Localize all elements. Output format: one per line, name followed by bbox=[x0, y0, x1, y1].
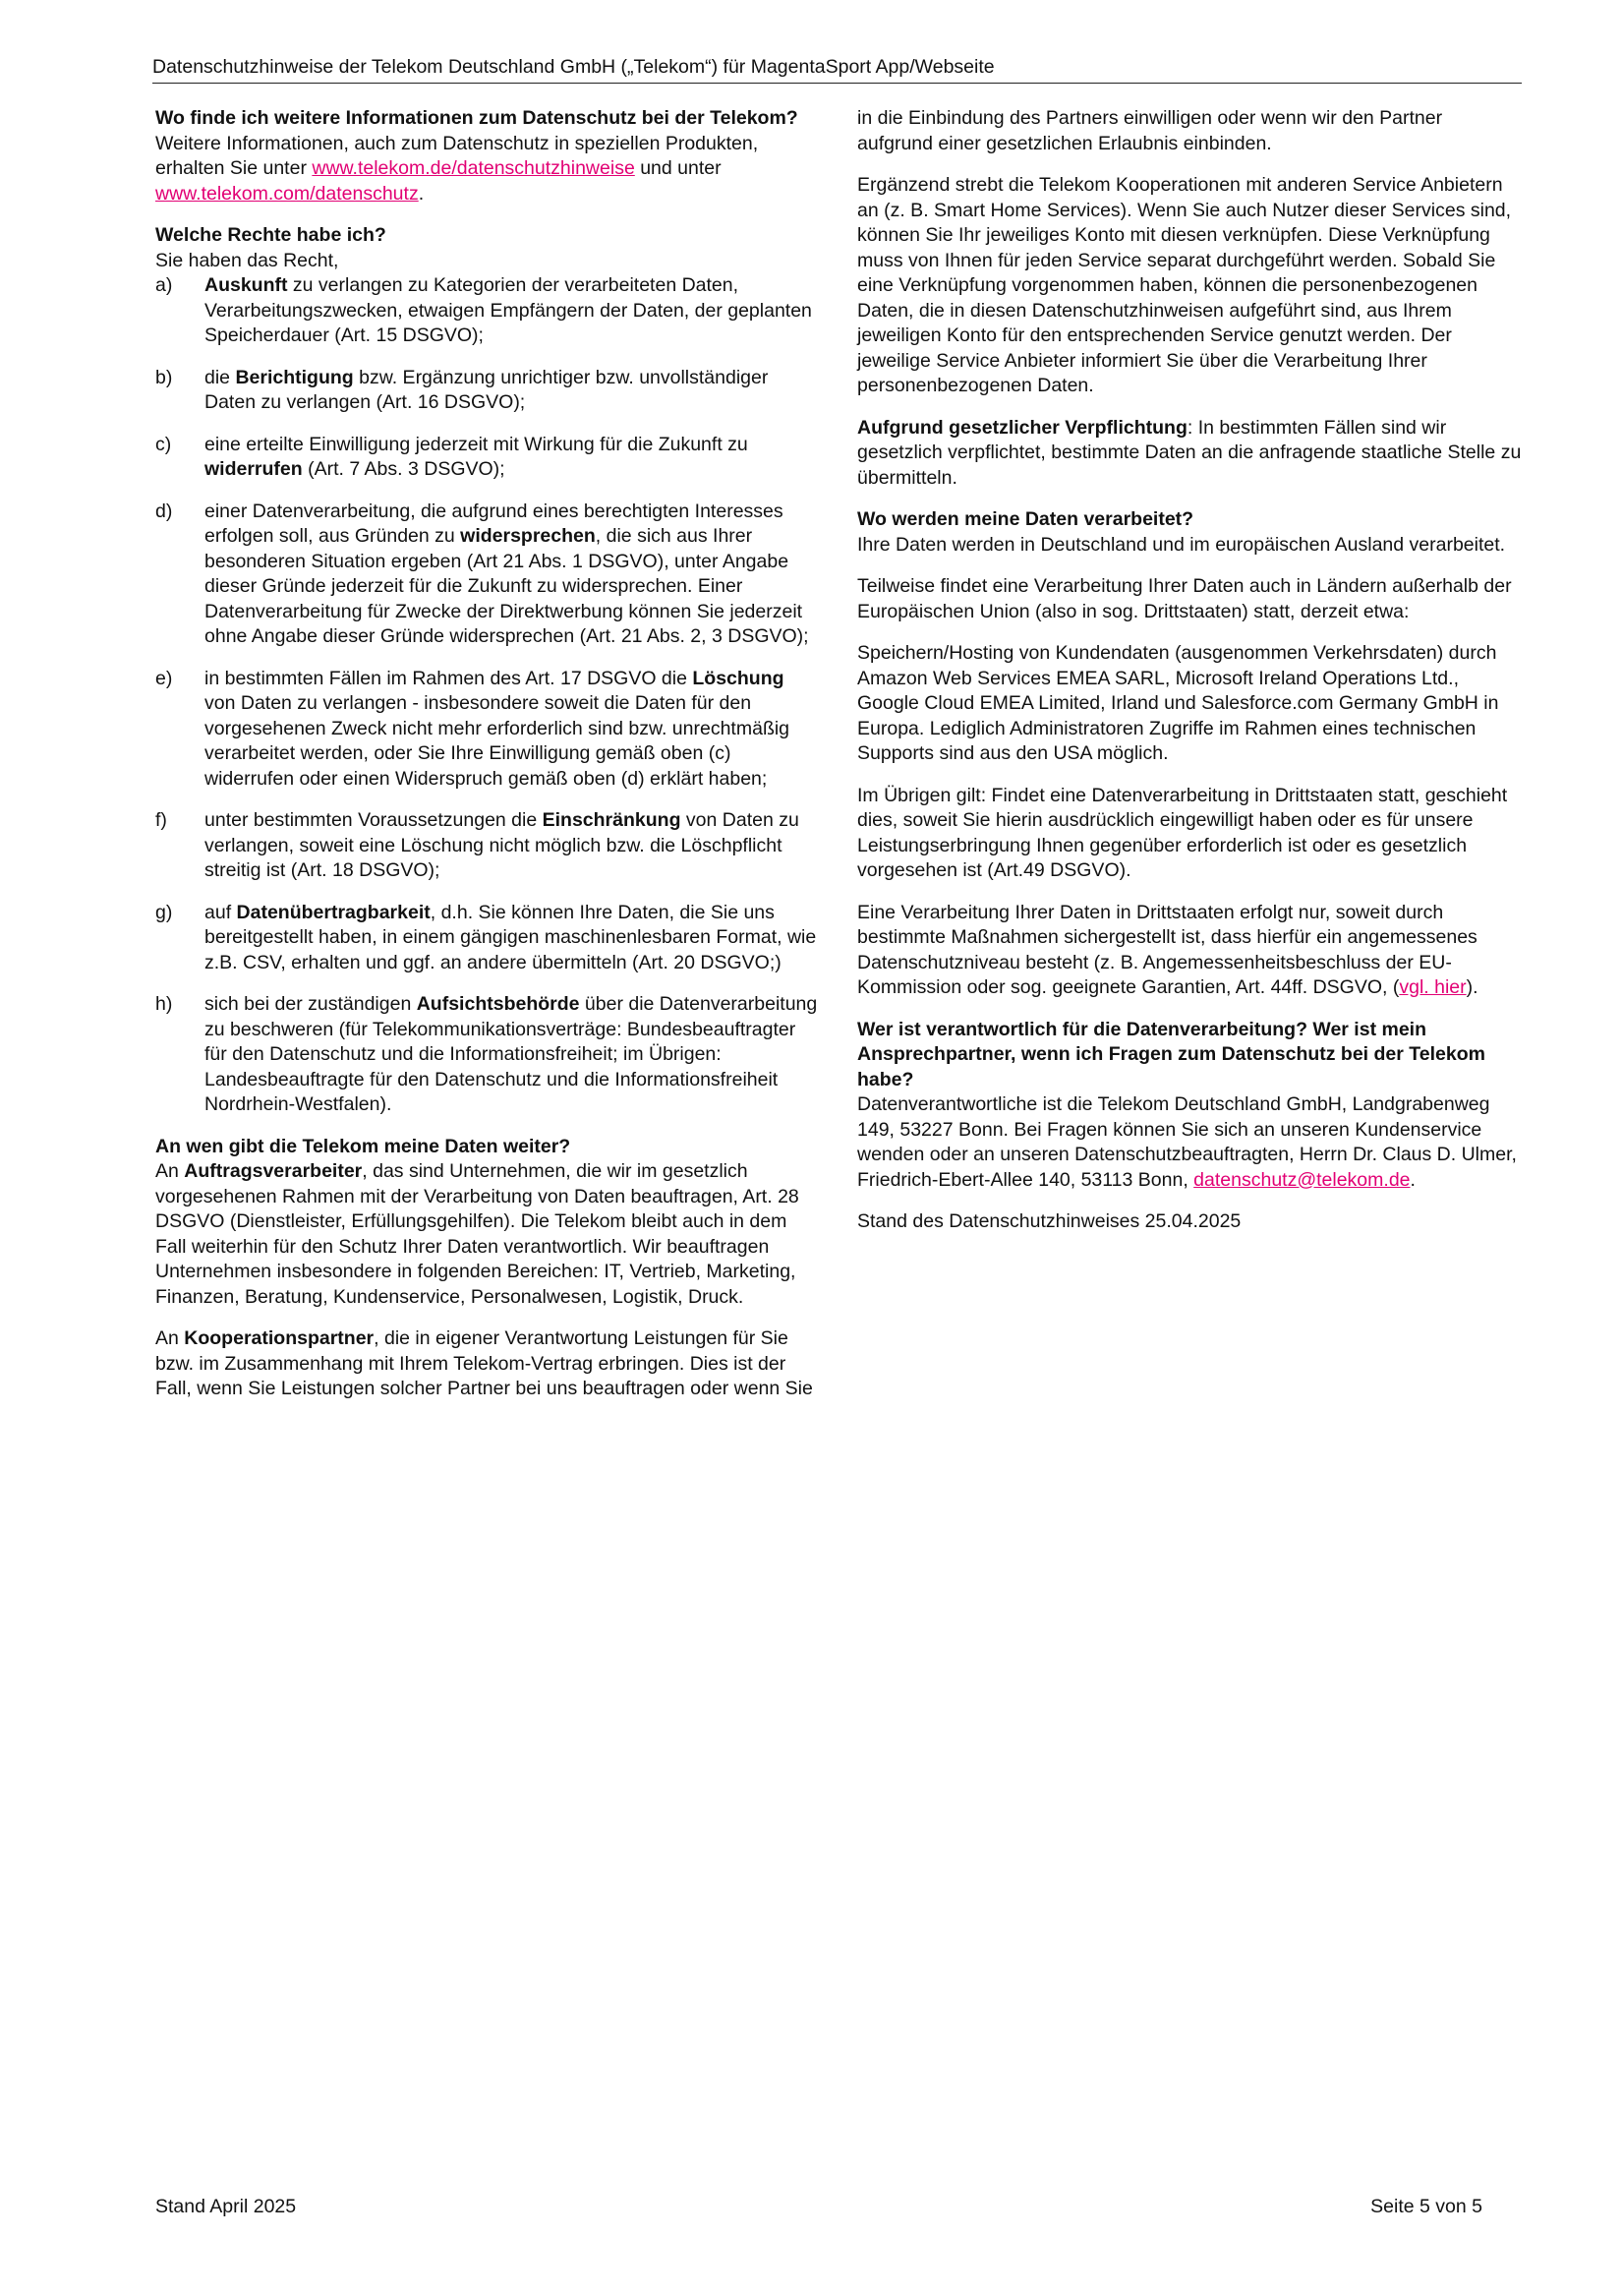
list-marker: a) bbox=[155, 274, 173, 296]
text-part: . bbox=[1410, 1168, 1416, 1191]
list-item-text bbox=[204, 901, 820, 976]
cooperation-paragraph: Ergänzend strebt die Telekom Kooperationen mit anderen Service Anbietern an (z. B. Smart Home Services). Wenn Sie auch Nutzer dieser Services sind, können Sie Ihr jeweiliges Konto mit diesen verknüpfen. Diese Verknüpfung muss von Ihnen für jeden Service separat durchgeführt werden. Sobald Sie eine Verknüpfung vorgenommen haben, können die personenbezogenen Daten, die in diesen Datenschutzhinweisen aufgeführt sind, aus Ihrem jeweiligen Konto für den entsprechenden Service genutzt werden. Der jeweilige Service Anbieter informiert Sie über die Verarbeitung Ihrer personenbezogenen Daten. bbox=[857, 174, 1512, 396]
link-datenschutzhinweise[interactable]: www.telekom.de/datenschutzhinweise bbox=[312, 157, 635, 179]
list-marker: e) bbox=[155, 667, 173, 689]
rights-list bbox=[155, 273, 820, 1118]
text-part: die bbox=[204, 366, 236, 388]
link-email-datenschutz[interactable]: datenschutz@telekom.de bbox=[1193, 1168, 1411, 1191]
legal-obligation-paragraph bbox=[857, 416, 1522, 492]
text-part: in bestimmten Fällen im Rahmen des Art. 17 DSGVO die bbox=[204, 667, 693, 689]
text-part: zu verlangen zu Kategorien der verarbeiteten Daten, Verarbeitungszwecken, etwaigen Empfängern der Daten, der geplanten Speicherdauer (Art. 15 DSGVO); bbox=[204, 274, 812, 346]
text-part: von Daten zu verlangen, soweit eine Löschung nicht möglich bzw. die Löschpflicht streitig ist (Art. 18 DSGVO); bbox=[204, 809, 799, 881]
right-term: Datenübertragbarkeit bbox=[236, 901, 431, 923]
list-marker: b) bbox=[155, 366, 173, 388]
legal-obligation-term: Aufgrund gesetzlicher Verpflichtung bbox=[857, 416, 1188, 439]
processors-paragraph bbox=[155, 1159, 820, 1310]
partners-term: Kooperationspartner bbox=[184, 1327, 375, 1349]
text-part: einer Datenverarbeitung, die aufgrund eines berechtigten Interesses erfolgen soll, aus Gründen zu bbox=[204, 500, 783, 547]
list-item-text bbox=[204, 808, 820, 884]
right-term: Berichtigung bbox=[235, 366, 354, 388]
rights-list-item bbox=[155, 433, 820, 483]
right-term: widerrufen bbox=[204, 458, 303, 480]
text-part: Datenverantwortliche ist die Telekom Deutschland GmbH, Landgrabenweg 149, 53227 Bonn. Bei Fragen können Sie sich an unseren Kundenservice wenden oder an unseren Datenschutzbeauftragten, Herrn Dr. Claus D. Ulmer, Friedrich-Ebert-Allee 140, 53113 Bonn, bbox=[857, 1093, 1517, 1191]
list-marker: c) bbox=[155, 433, 172, 455]
list-item-text bbox=[204, 992, 820, 1118]
list-marker: g) bbox=[155, 901, 173, 923]
rights-intro: Sie haben das Recht, bbox=[155, 249, 339, 271]
text-part: unter bestimmten Voraussetzungen die bbox=[204, 809, 543, 831]
text-part: auf bbox=[204, 901, 237, 923]
list-marker: h) bbox=[155, 993, 173, 1015]
info-section bbox=[155, 106, 820, 206]
responsible-heading: Wer ist verantwortlich für die Datenverarbeitung? Wer ist mein Ansprechpartner, wenn ich Fragen zum Datenschutz bei der Telekom habe? bbox=[857, 1018, 1485, 1090]
rights-list-item bbox=[155, 992, 820, 1118]
sharing-heading: An wen gibt die Telekom meine Daten weiter? bbox=[155, 1135, 571, 1157]
where-paragraph-5 bbox=[857, 901, 1522, 1001]
page-number: Seite 5 von 5 bbox=[1370, 2196, 1482, 2217]
list-marker: f) bbox=[155, 809, 167, 831]
where-heading: Wo werden meine Daten verarbeitet? bbox=[857, 508, 1194, 530]
link-telekom-datenschutz[interactable]: www.telekom.com/datenschutz bbox=[155, 182, 419, 205]
where-paragraph-4: Im Übrigen gilt: Findet eine Datenverarbeitung in Drittstaaten statt, geschieht dies, soweit Sie hierin ausdrücklich eingewilligt haben oder es für unsere Leistungserbringung Ihnen gegenüber erforderlich ist oder es gesetzlich vorgesehen ist (Art.49 DSGVO). bbox=[857, 784, 1508, 881]
list-item-text bbox=[204, 366, 820, 416]
text-part: ). bbox=[1466, 976, 1478, 998]
text-part: : In bestimmten Fällen sind wir gesetzlich verpflichtet, bestimmte Daten an die anfragende staatliche Stelle zu übermitteln. bbox=[857, 416, 1522, 489]
text-part: , das sind Unternehmen, die wir im gesetzlich vorgesehenen Rahmen mit der Verarbeitung von Daten beauftragen, Art. 28 DSGVO (Dienstleister, Erfüllungsgehilfen). Die Telekom bleibt auch in dem Fall weiterhin für den Schutz Ihrer Daten verantwortlich. Wir beauftragen Unternehmen insbesondere in folgenden Bereichen: IT, Vertrieb, Marketing, Finanzen, Beratung, Kundenservice, Personalwesen, Logistik, Druck. bbox=[155, 1160, 799, 1308]
page-header bbox=[152, 55, 1522, 84]
right-term: Aufsichtsbehörde bbox=[416, 993, 580, 1015]
processors-term: Auftragsverarbeiter bbox=[184, 1160, 363, 1182]
text-part: , die in eigener Verantwortung Leistungen für Sie bzw. im Zusammenhang mit Ihrem Telekom-Vertrag erbringen. Dies ist der Fall, wenn Sie Leistungen solcher Partner bei uns beauftragen oder wenn Sie bbox=[155, 1327, 813, 1399]
info-heading: Wo finde ich weitere Informationen zum Datenschutz bei der Telekom? bbox=[155, 107, 798, 129]
text-part: An bbox=[155, 1160, 185, 1182]
text-part: , die sich aus Ihrer besonderen Situation ergeben (Art 21 Abs. 1 DSGVO), unter Angabe dieser Gründe jederzeit für die Zukunft zu widersprechen. Einer Datenverarbeitung für Zwecke der Direktwerbung können Sie jederzeit ohne Angabe dieser Gründe widersprechen (Art. 21 Abs. 2, 3 DSGVO); bbox=[204, 525, 809, 647]
responsible-section bbox=[857, 1018, 1522, 1194]
list-item-text bbox=[204, 433, 820, 483]
rights-list-item bbox=[155, 366, 820, 416]
info-text-part: und unter bbox=[634, 157, 722, 179]
rights-list-item bbox=[155, 808, 820, 884]
text-part: sich bei der zuständigen bbox=[204, 993, 417, 1015]
right-term: Löschung bbox=[692, 667, 784, 689]
rights-list-item bbox=[155, 901, 820, 976]
right-term: Auskunft bbox=[204, 274, 288, 296]
rights-list-item bbox=[155, 273, 820, 349]
right-term: Einschränkung bbox=[542, 809, 681, 831]
document-title: Datenschutzhinweise der Telekom Deutschland GmbH („Telekom“) für MagentaSport App/Webseite bbox=[152, 56, 995, 78]
text-part: bzw. Ergänzung unrichtiger bzw. unvollständiger Daten zu verlangen (Art. 16 DSGVO); bbox=[204, 366, 769, 413]
list-item-text bbox=[204, 500, 820, 650]
rights-list-item bbox=[155, 500, 820, 650]
rights-list-item bbox=[155, 667, 820, 793]
where-paragraph-2: Teilweise findet eine Verarbeitung Ihrer Daten auch in Ländern außerhalb der Europäischen Union (also in sog. Drittstaaten) statt, derzeit etwa: bbox=[857, 575, 1512, 622]
text-part: An bbox=[155, 1327, 185, 1349]
text-part: (Art. 7 Abs. 3 DSGVO); bbox=[302, 458, 505, 480]
link-vgl-hier[interactable]: vgl. hier bbox=[1399, 976, 1467, 998]
where-paragraph-1: Ihre Daten werden in Deutschland und im europäischen Ausland verarbeitet. bbox=[857, 533, 1506, 556]
text-part: von Daten zu verlangen - insbesondere soweit die Daten für den vorgesehenen Zweck nicht mehr erforderlich sind bzw. unrechtmäßig verarbeitet werden, oder Sie Ihre Einwilligung gemäß oben (c) widerrufen oder einen Widerspruch gemäß oben (d) erklärt haben; bbox=[204, 692, 790, 790]
where-section bbox=[857, 507, 1522, 1001]
sharing-section bbox=[155, 1135, 820, 1402]
right-term: widersprechen bbox=[460, 525, 596, 547]
right-column bbox=[857, 106, 1522, 1252]
rights-heading: Welche Rechte habe ich? bbox=[155, 224, 386, 246]
list-marker: d) bbox=[155, 500, 173, 522]
text-part: eine erteilte Einwilligung jederzeit mit Wirkung für die Zukunft zu bbox=[204, 433, 748, 455]
responsible-paragraph bbox=[857, 1092, 1522, 1193]
rights-section bbox=[155, 223, 820, 1118]
where-paragraph-3: Speichern/Hosting von Kundendaten (ausgenommen Verkehrsdaten) durch Amazon Web Services EMEA SARL, Microsoft Ireland Operations Ltd., Google Cloud EMEA Limited, Irland und Salesforce.com Germany GmbH in Europa. Lediglich Administratoren Zugriffe im Rahmen eines technischen Supports sind aus den USA möglich. bbox=[857, 642, 1499, 764]
text-part: über die Datenverarbeitung zu beschweren (für Telekommunikationsverträge: Bundesbeauftragter für den Datenschutz und die Informationsfreiheit; im Übrigen: Landesbeauftragte für den Datenschutz und die Informationsfreiheit Nordrhein-Westfalen). bbox=[204, 993, 818, 1115]
footer-stand: Stand April 2025 bbox=[155, 2196, 297, 2217]
left-column bbox=[155, 106, 820, 1419]
text-part: , d.h. Sie können Ihre Daten, die Sie uns bereitgestellt haben, in einem gängigen maschinenlesbaren Format, wie z.B. CSV, erhalten und ggf. an andere übermitteln (Art. 20 DSGVO;) bbox=[204, 901, 817, 973]
stand-date: Stand des Datenschutzhinweises 25.04.2025 bbox=[857, 1210, 1242, 1232]
info-text bbox=[155, 132, 820, 207]
partner-continuation: in die Einbindung des Partners einwilligen oder wenn wir den Partner aufgrund einer gesetzlichen Erlaubnis einbinden. bbox=[857, 107, 1443, 154]
info-text-part: Weitere Informationen, auch zum Datenschutz in speziellen Produkten, erhalten Sie unter bbox=[155, 132, 759, 179]
info-text-part: . bbox=[418, 182, 425, 205]
text-part: Eine Verarbeitung Ihrer Daten in Drittstaaten erfolgt nur, soweit durch bestimmte Maßnahmen sichergestellt ist, dass hierfür ein angemessenes Datenschutzniveau besteht (z. B. Angemessenheitsbeschluss der EU-Kommission oder sog. geeignete Garantien, Art. 44ff. DSGVO, ( bbox=[857, 901, 1477, 998]
list-item-text bbox=[204, 273, 820, 349]
list-item-text bbox=[204, 667, 820, 793]
page-footer bbox=[155, 2195, 1482, 2220]
partners-paragraph bbox=[155, 1326, 820, 1402]
